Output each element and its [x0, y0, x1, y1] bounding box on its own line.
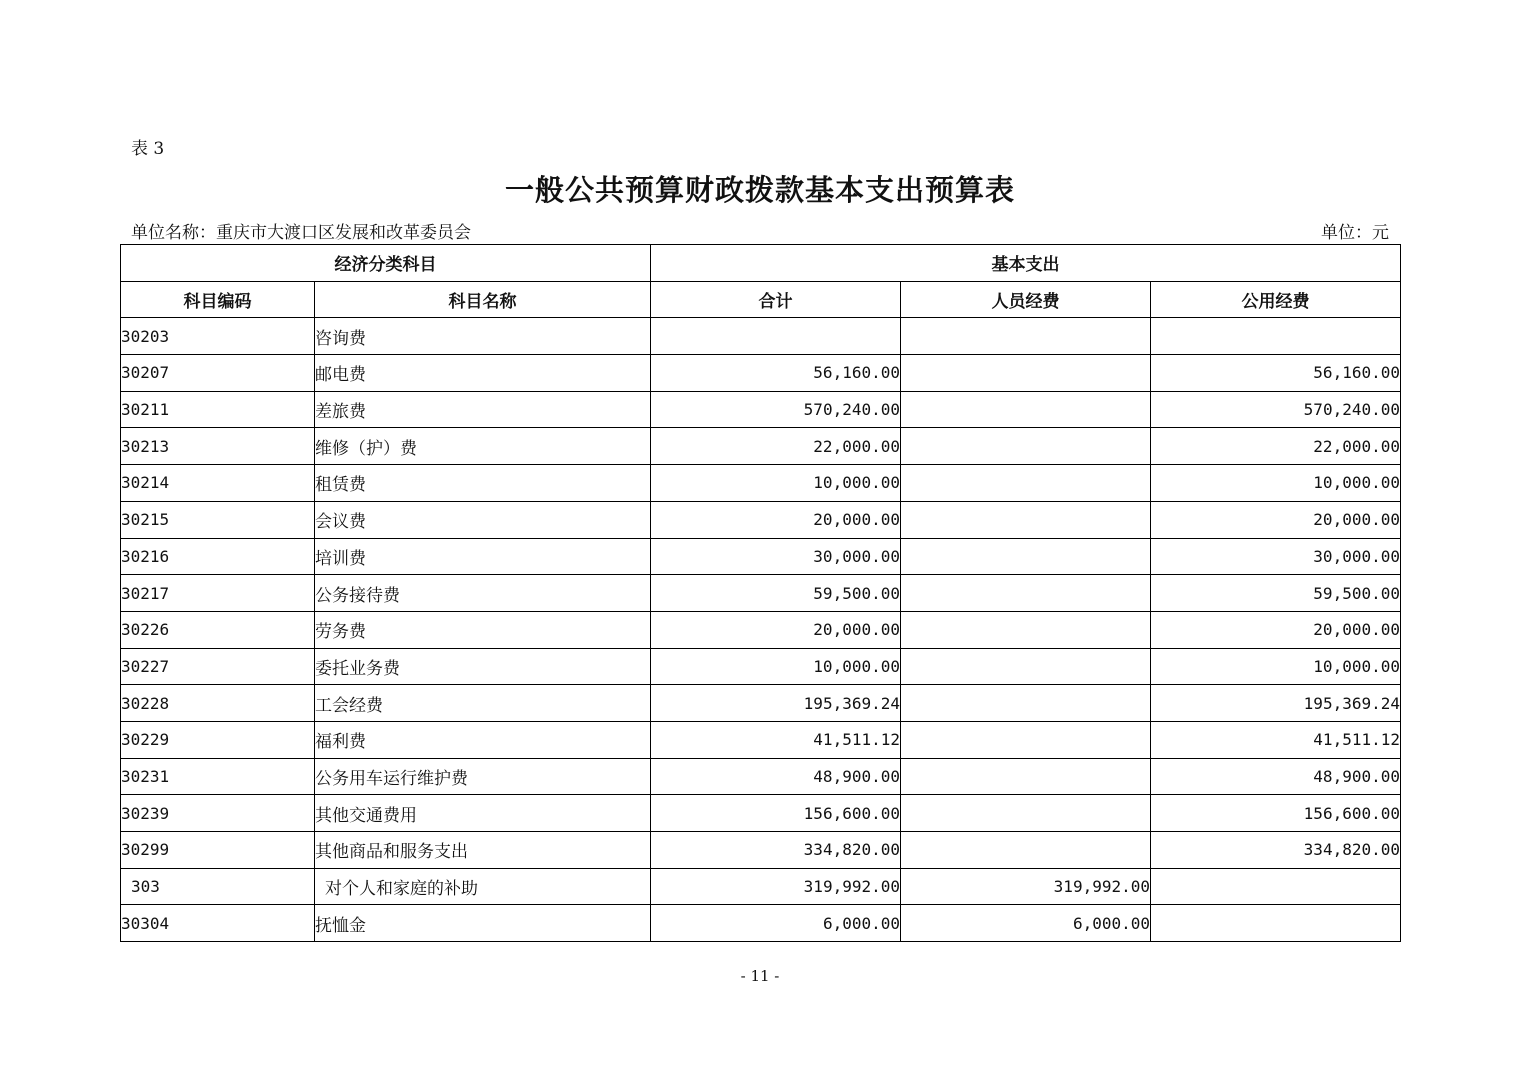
table-row	[121, 391, 1401, 428]
cell-total: 20,000.00	[651, 611, 901, 648]
cell-total: 6,000.00	[651, 905, 901, 942]
cell-personnel	[901, 501, 1151, 538]
table-row	[121, 611, 1401, 648]
table-row	[121, 355, 1401, 392]
cell-name: 福利费	[315, 721, 651, 758]
cell-code: 30231	[121, 758, 315, 795]
table-row	[121, 832, 1401, 869]
table-row	[121, 648, 1401, 685]
cell-total: 10,000.00	[651, 465, 901, 502]
cell-code: 30299	[121, 832, 315, 869]
header-group-row	[121, 245, 1401, 282]
cell-code: 30211	[121, 391, 315, 428]
cell-personnel	[901, 648, 1151, 685]
cell-public: 156,600.00	[1151, 795, 1401, 832]
cell-public	[1151, 868, 1401, 905]
cell-total: 48,900.00	[651, 758, 901, 795]
table-row	[121, 538, 1401, 575]
cell-name: 抚恤金	[315, 905, 651, 942]
table-row	[121, 795, 1401, 832]
table-row	[121, 721, 1401, 758]
cell-total: 195,369.24	[651, 685, 901, 722]
cell-personnel: 6,000.00	[901, 905, 1151, 942]
cell-name: 邮电费	[315, 355, 651, 392]
cell-personnel: 319,992.00	[901, 868, 1151, 905]
cell-personnel	[901, 391, 1151, 428]
cell-name: 公务接待费	[315, 575, 651, 612]
cell-total	[651, 318, 901, 355]
column-header-total: 合计	[651, 281, 901, 318]
cell-total: 41,511.12	[651, 721, 901, 758]
table-row	[121, 685, 1401, 722]
cell-name: 委托业务费	[315, 648, 651, 685]
cell-public: 59,500.00	[1151, 575, 1401, 612]
cell-total: 334,820.00	[651, 832, 901, 869]
table-row	[121, 501, 1401, 538]
cell-code: 303	[121, 868, 315, 905]
cell-name: 租赁费	[315, 465, 651, 502]
cell-name: 公务用车运行维护费	[315, 758, 651, 795]
page-number: - 11 -	[740, 967, 780, 985]
table-row	[121, 758, 1401, 795]
cell-public	[1151, 318, 1401, 355]
cell-public: 56,160.00	[1151, 355, 1401, 392]
cell-personnel	[901, 575, 1151, 612]
cell-personnel	[901, 538, 1151, 575]
table-row	[121, 868, 1401, 905]
table-body	[121, 318, 1401, 942]
cell-personnel	[901, 428, 1151, 465]
cell-personnel	[901, 685, 1151, 722]
cell-name: 会议费	[315, 501, 651, 538]
cell-name: 工会经费	[315, 685, 651, 722]
cell-total: 22,000.00	[651, 428, 901, 465]
cell-total: 59,500.00	[651, 575, 901, 612]
cell-personnel	[901, 758, 1151, 795]
column-header-name: 科目名称	[315, 281, 651, 318]
cell-public: 10,000.00	[1151, 648, 1401, 685]
column-header-code: 科目编码	[121, 281, 315, 318]
table-row	[121, 318, 1401, 355]
cell-personnel	[901, 795, 1151, 832]
cell-total: 10,000.00	[651, 648, 901, 685]
column-header-personnel: 人员经费	[901, 281, 1151, 318]
table-row	[121, 575, 1401, 612]
cell-code: 30215	[121, 501, 315, 538]
cell-public: 20,000.00	[1151, 501, 1401, 538]
cell-public	[1151, 905, 1401, 942]
cell-name: 劳务费	[315, 611, 651, 648]
table-number: 表 3	[131, 139, 165, 159]
cell-total: 319,992.00	[651, 868, 901, 905]
table-row	[121, 905, 1401, 942]
cell-name: 咨询费	[315, 318, 651, 355]
cell-total: 56,160.00	[651, 355, 901, 392]
cell-total: 20,000.00	[651, 501, 901, 538]
cell-public: 41,511.12	[1151, 721, 1401, 758]
column-header-public: 公用经费	[1151, 281, 1401, 318]
cell-total: 156,600.00	[651, 795, 901, 832]
header-column-row	[121, 281, 1401, 318]
cell-total: 570,240.00	[651, 391, 901, 428]
cell-personnel	[901, 355, 1151, 392]
cell-public: 20,000.00	[1151, 611, 1401, 648]
table-row	[121, 465, 1401, 502]
cell-code: 30227	[121, 648, 315, 685]
cell-code: 30304	[121, 905, 315, 942]
cell-code: 30226	[121, 611, 315, 648]
cell-code: 30228	[121, 685, 315, 722]
header-basic-expenditure: 基本支出	[651, 245, 1401, 282]
cell-name: 维修（护）费	[315, 428, 651, 465]
cell-name: 对个人和家庭的补助	[315, 868, 651, 905]
cell-personnel	[901, 318, 1151, 355]
cell-public: 10,000.00	[1151, 465, 1401, 502]
currency-unit-label: 单位：元	[1321, 223, 1389, 243]
header-economic-classification: 经济分类科目	[121, 245, 651, 282]
cell-public: 334,820.00	[1151, 832, 1401, 869]
cell-public: 195,369.24	[1151, 685, 1401, 722]
cell-personnel	[901, 832, 1151, 869]
cell-name: 培训费	[315, 538, 651, 575]
unit-name-label: 单位名称：重庆市大渡口区发展和改革委员会	[131, 223, 471, 243]
cell-public: 48,900.00	[1151, 758, 1401, 795]
cell-code: 30217	[121, 575, 315, 612]
cell-public: 570,240.00	[1151, 391, 1401, 428]
cell-personnel	[901, 611, 1151, 648]
cell-code: 30203	[121, 318, 315, 355]
cell-name: 差旅费	[315, 391, 651, 428]
table-row	[121, 428, 1401, 465]
cell-code: 30216	[121, 538, 315, 575]
cell-personnel	[901, 721, 1151, 758]
cell-code: 30229	[121, 721, 315, 758]
cell-total: 30,000.00	[651, 538, 901, 575]
cell-public: 22,000.00	[1151, 428, 1401, 465]
cell-code: 30214	[121, 465, 315, 502]
page-title: 一般公共预算财政拨款基本支出预算表	[504, 173, 1015, 207]
cell-name: 其他商品和服务支出	[315, 832, 651, 869]
budget-table	[120, 244, 1401, 942]
cell-public: 30,000.00	[1151, 538, 1401, 575]
cell-code: 30207	[121, 355, 315, 392]
cell-name: 其他交通费用	[315, 795, 651, 832]
cell-personnel	[901, 465, 1151, 502]
cell-code: 30213	[121, 428, 315, 465]
cell-code: 30239	[121, 795, 315, 832]
